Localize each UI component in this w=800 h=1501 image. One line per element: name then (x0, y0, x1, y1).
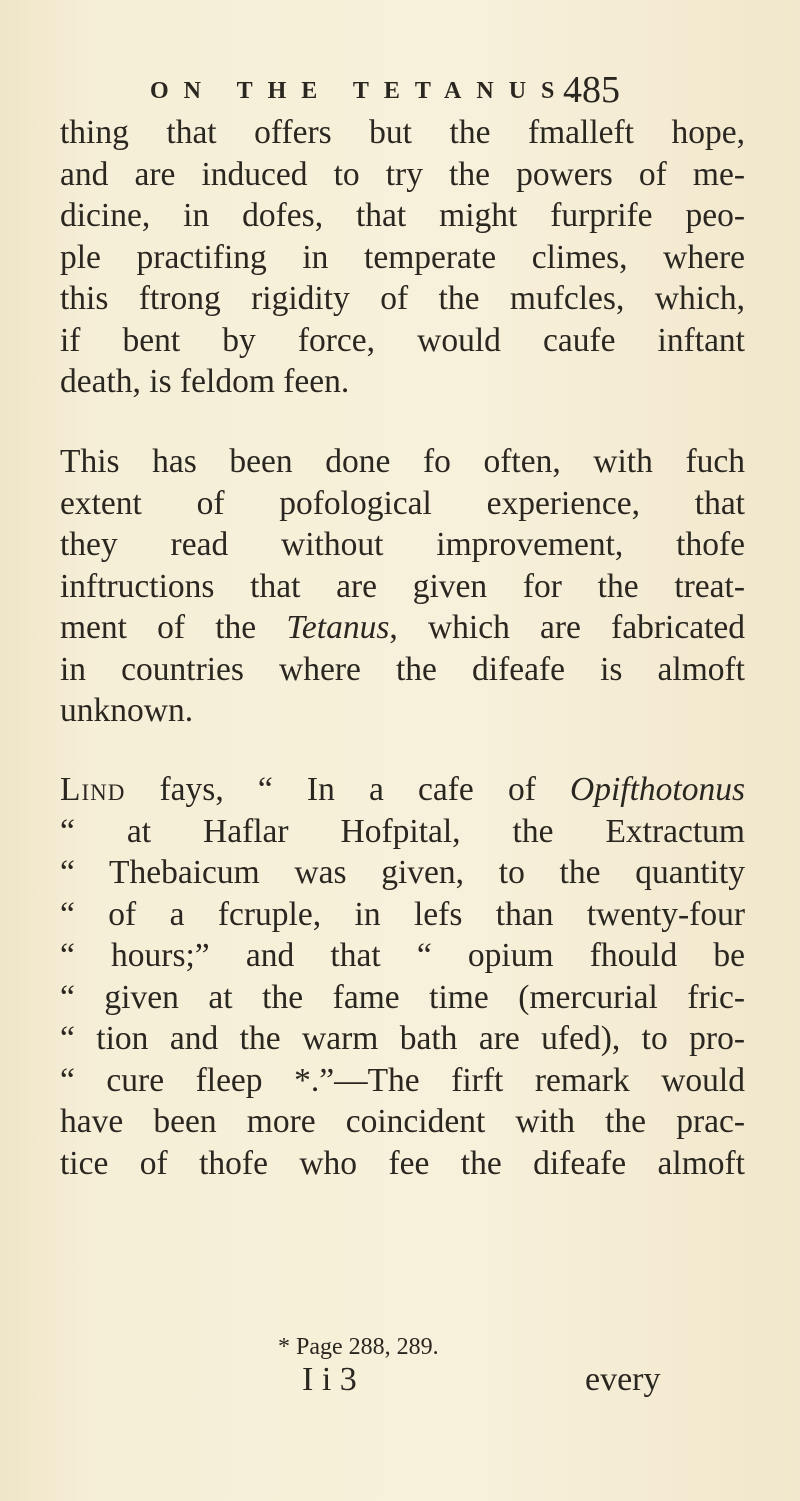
text-line: “ cure fleep *.”—The firft remark would (60, 1061, 745, 1099)
italic-term: Tetanus (286, 609, 390, 646)
signature-mark: I i 3 (302, 1361, 357, 1398)
text-line: unknown. (60, 692, 194, 729)
text-fragment: fays, “ In a cafe of (125, 771, 571, 808)
page-header (150, 68, 630, 118)
text-line: inftructions that are given for the treat- (60, 567, 745, 605)
text-line: “ tion and the warm bath are ufed), to pro- (60, 1020, 745, 1057)
text-line: “ at Haflar Hofpital, the Extractum (60, 812, 745, 850)
text-line: they read without improvement, thofe (60, 526, 745, 563)
text-line: tice of thofe who fee the difeafe almoft (60, 1144, 745, 1182)
footnote: * Page 288, 289. (278, 1334, 439, 1360)
text-line: this ftrong rigidity of the mufcles, which, (60, 280, 745, 317)
text-line: This has been done fo often, with fuch (60, 443, 745, 480)
text-line: if bent by force, would caufe inftant (60, 321, 745, 359)
text-fragment: ment of the (60, 609, 287, 646)
text-line: “ of a fcruple, in lefs than twenty-four (60, 895, 745, 933)
paragraph-3 (60, 769, 745, 1184)
paragraph-2 (60, 441, 745, 732)
text-line: thing that offers but the fmalleft hope, (60, 114, 745, 151)
catchword: every (585, 1361, 661, 1398)
text-line: death, is feldom feen. (60, 363, 350, 400)
text-line: have been more coincident with the prac- (60, 1103, 745, 1140)
text-fragment: , which are fabricated (389, 609, 745, 646)
page-number: 485 (563, 69, 620, 111)
running-title: ON THE TETANUS. (150, 78, 591, 104)
text-line: ple practifing in temperate climes, where (60, 238, 745, 276)
text-line: “ hours;” and that “ opium fhould be (60, 937, 745, 974)
text-line (60, 769, 745, 811)
text-line: “ given at the fame time (mercurial fric- (60, 978, 745, 1016)
text-line: extent of pofological experience, that (60, 484, 745, 522)
text-line: “ Thebaicum was given, to the quantity (60, 854, 745, 891)
text-line: in countries where the difeafe is almoft (60, 650, 745, 688)
paragraph-1 (60, 112, 745, 403)
author-name: Lind (60, 771, 126, 808)
text-line: dicine, in dofes, that might furprife peo- (60, 197, 745, 234)
text-line: and are induced to try the powers of me- (60, 155, 745, 193)
text-line (60, 607, 745, 649)
italic-term: Opifthotonus (570, 771, 745, 808)
